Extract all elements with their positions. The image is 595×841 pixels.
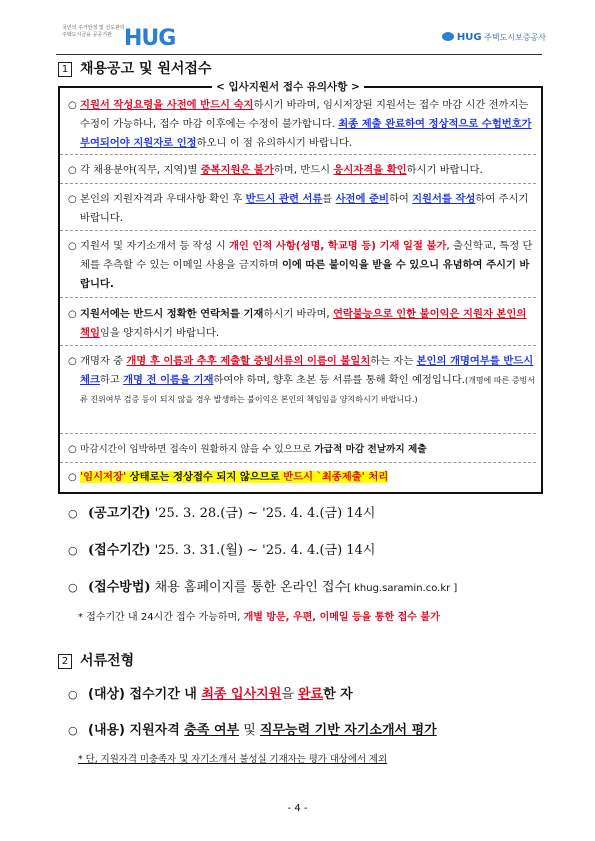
doc-text: 을 [281, 687, 298, 702]
notice-text: 지원서를 작성 [412, 193, 476, 205]
doc-text: 및 [239, 723, 260, 738]
notice-item [60, 190, 536, 231]
notice-text: 하여 [388, 193, 413, 205]
notice-text: 반드시 `최종제출' 처리 [283, 471, 389, 483]
notice-item [60, 440, 536, 463]
doc-text: 한 자 [323, 687, 353, 702]
notice-text: , 출신학교, 특정 단체를 추측할 수 있는 이메일 사용을 금지하며 [80, 240, 533, 271]
note-text: 단, 지원자격 미충족자 및 자기소개서 불성실 기재자는 평가 대상에서 제외 [82, 754, 388, 765]
section-1-heading [58, 58, 211, 78]
notice-text: 개명 전 이름을 기재 [123, 374, 214, 386]
doc-text: 최종 입사지원 [201, 687, 282, 702]
notice-text: 하고 [99, 374, 124, 386]
section-number: 1 [58, 62, 72, 77]
notice-text: 하시기 바라며, 임시저장된 지원서는 접수 마감 시간 전까지는 수정이 가능하나, 접수 마감 이후에는 수정이 불가합니다. [80, 99, 529, 130]
notice-text: '임시저장' [80, 471, 127, 483]
note-star: * [78, 754, 83, 765]
bullet-icon: ○ [68, 544, 78, 557]
notice-text: (개명에 따른 증빙서류 진위여부 검증 등이 되지 않을 경우 발생하는 불이익은 본인의 책임임을 양지하시기 바랍니다.) [80, 376, 536, 404]
note-red-text: 개별 방문, 우편, 이메일 등을 통한 접수 불가 [243, 612, 440, 623]
bullet-icon: ○ [68, 309, 77, 320]
bullet-icon: ○ [68, 356, 77, 367]
schedule-url: [ khug.saramin.co.kr ] [347, 583, 458, 594]
bullet-icon: ○ [68, 100, 77, 111]
notice-text: 마감시간이 임박하면 접속이 원활하지 않을 수 있으므로 [80, 444, 315, 455]
notice-text: 본인의 개명여부를 반드시 체크 [80, 355, 534, 386]
doc-label: (대상) [88, 687, 125, 702]
note-row [78, 608, 440, 623]
notice-text: 최종 제출 완료하여 정상적으로 수험번호가 부여되어야 지원자로 인정 [80, 118, 532, 149]
logo-tagline-2: 주택도시금융 공공기관 [62, 32, 112, 38]
schedule-label: (공고기간) [88, 506, 151, 521]
notice-text: 하는 자는 [370, 355, 417, 367]
doc-text: 지원자격 [125, 723, 185, 738]
schedule-value: 채용 홈페이지를 통한 온라인 접수 [150, 580, 348, 595]
bullet-icon: ○ [68, 472, 77, 483]
bullet-icon: ○ [68, 165, 77, 176]
logo-mark-icon [442, 32, 454, 41]
hug-logo-left [62, 24, 182, 56]
doc-item [68, 719, 437, 738]
notice-text: 중복지원은 불가 [200, 164, 274, 176]
notice-text: 하며, 반드시 [273, 164, 334, 176]
notice-box-title: < 입사지원서 접수 유의사항 > [212, 79, 364, 94]
notice-text: 이에 따른 불이익을 받을 수 있으니 유념하여 주시기 바랍니다. [80, 259, 530, 290]
schedule-item [68, 576, 457, 595]
doc-text: 접수기간 내 [125, 687, 202, 702]
section-title: 채용공고 및 원서접수 [80, 61, 212, 77]
logo-right-wordmark: HUG [456, 32, 482, 43]
bullet-icon: ○ [68, 444, 77, 455]
notice-text: 가급적 마감 전날까지 제출 [314, 444, 427, 455]
notice-text: 하시기 바랍니다. [406, 164, 483, 176]
bullet-icon: ○ [68, 194, 77, 205]
schedule-label: (접수방법) [88, 580, 151, 595]
schedule-label: (접수기간) [88, 543, 151, 558]
notice-text: 본인의 지원자격과 우대사항 확인 후 [80, 193, 246, 205]
doc-text: 완료 [297, 687, 324, 702]
notice-text: 개인 인적 사항(성명, 학교명 등) 기재 일절 불가 [228, 240, 447, 252]
notice-text: 지원서 작성요령을 사전에 반드시 숙지 [80, 99, 254, 111]
notice-text: 연락불능으로 인한 불이익은 지원자 본인의 책임 [80, 308, 527, 339]
notice-text: 하여 주시기 바랍니다. [80, 193, 529, 224]
notice-text: 반드시 관련 서류 [245, 193, 323, 205]
notice-text: 상태로는 정상접수 되지 않으므로 [126, 471, 284, 483]
bullet-icon: ○ [68, 724, 78, 737]
bullet-icon: ○ [68, 241, 77, 252]
notice-text: 하오니 이 점 유의하시기 바랍니다. [196, 137, 353, 149]
header-rule [56, 54, 542, 55]
notice-item [60, 96, 536, 155]
note-text: 접수기간 내 24시간 접수 가능하며, [83, 612, 244, 623]
section-title: 서류전형 [80, 653, 135, 669]
notice-text: 사전에 준비 [335, 193, 389, 205]
notice-item [60, 161, 536, 184]
section-number: 2 [58, 654, 72, 669]
notice-item [60, 305, 536, 346]
notice-text: 개명자 중 [80, 355, 127, 367]
notice-text: 응시자격을 확인 [333, 164, 407, 176]
bullet-icon: ○ [68, 507, 78, 520]
notice-text: 각 채용분야(직무, 지역)별 [80, 164, 201, 176]
logo-tagline-1: 국민의 주거안정 및 선도관리 [62, 25, 125, 31]
bullet-icon: ○ [68, 581, 78, 594]
logo-right-org: 주택도시보증공사 [484, 33, 546, 42]
notice-text: 지원서 및 자기소개서 등 작성 시 [80, 240, 229, 252]
section-2-heading [58, 650, 134, 670]
notice-text: 를 [322, 193, 336, 205]
schedule-value: '25. 3. 31.(월) ~ '25. 4. 4.(금) 14시 [150, 543, 376, 558]
hug-logo-right [442, 32, 546, 43]
doc-label: (내용) [88, 723, 125, 738]
page-number: - 4 - [287, 803, 308, 814]
notice-text: 하여야 하며, 향후 초본 등 서류를 통해 확인 예정입니다. [213, 374, 465, 386]
doc-item [68, 683, 353, 702]
doc-text: 직무능력 기반 자기소개서 평가 [259, 723, 437, 738]
doc-text: 충족 여부 [184, 723, 240, 738]
notice-text: 하시기 바라며, [263, 308, 333, 320]
note-row [78, 751, 387, 765]
notice-text: 지원서에는 반드시 정확한 연락처를 기재 [80, 308, 264, 320]
notice-item [60, 352, 536, 434]
logo-wordmark: HUG [124, 26, 176, 51]
schedule-value: '25. 3. 28.(금) ~ '25. 4. 4.(금) 14시 [150, 506, 376, 521]
schedule-item [68, 539, 375, 558]
notice-item [60, 468, 536, 488]
notice-item [60, 237, 536, 298]
bullet-icon: ○ [68, 688, 78, 701]
page-header [56, 18, 546, 54]
notice-text: 임을 양지하시기 바랍니다. [99, 327, 220, 339]
schedule-item [68, 502, 375, 521]
note-star: * [78, 612, 83, 623]
notice-text: 개명 후 이름과 추후 제출할 증빙서류의 이름이 불일치 [126, 355, 371, 367]
